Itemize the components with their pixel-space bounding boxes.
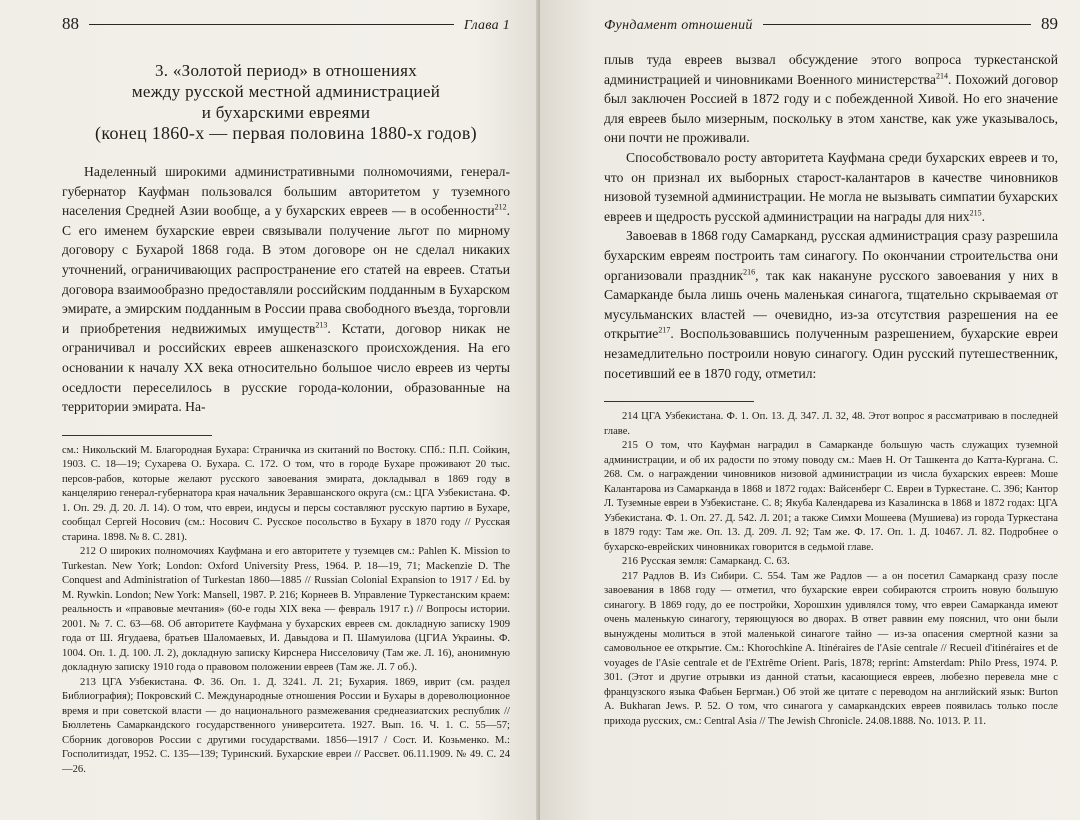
footnote-separator: [604, 401, 754, 402]
footnote: см.: Никольский М. Благородная Бухара: Страничка из скитаний по Востоку. СПб.: П.П. Сойкин, 1903. С. 18—19; Сухарева О. Бухара. С. 172. О том, что в городе Бухаре проживают 20 тыс. персов-рабов, которые желают русского завоевания эмирата, докладывал в 1869 году в канцелярию генерал-губернатора края начальник Зеравшанского округа (см.: ЦГА Узбекистана. Ф. 1. Оп. 29. Д. 20. Л. 14). О том, что евреи, индусы и персы составляют русскую партию в Бухаре, сообщал Сергей Носович (см.: Носович С. Русское посольство в Бухару в 1870 году // Русская старина. 1898. № 8. С. 281).: [62, 444, 510, 543]
footnote: 216 Русская земля: Самарканд. С. 63.: [622, 556, 790, 568]
text-run: Наделенный широкими административными полномочиями, генерал-губернатор Кауфман пользовался большим авторитетом у туземного населения Средней Азии вообще, а у бухарских евреев — в особенности: [62, 164, 510, 219]
paragraph: [604, 50, 1058, 148]
left-page-number: 88: [62, 14, 79, 33]
text-run: . Похожий договор был заключен Россией в 1872 году и с побежденной Хивой. Но его значение для евреев было мизерным, поскольку в этом ханстве, как уже указывалось, они почти не проживали.: [604, 71, 1058, 146]
header-rule: [89, 24, 454, 25]
text-run: . С его именем бухарские евреи связывали получение льгот по мирному договору с Бухарой 1868 года. В этом договоре он не сделал никаких уточнений, ограничивающих распространение его статей на евреев. Статьи договора взаимообразно предоставляли российским подданным в Бухарском эмирате, а эмирским подданным в России права свободного въезда, торговли и приобретения недвижимых имуществ: [62, 203, 510, 336]
chapter-label: Глава 1: [463, 18, 510, 33]
text-run: Способствовало росту авторитета Кауфмана среди бухарских евреев и то, что он признал их выборных старост-калантаров в качестве чиновников низовой туземной администрации. Не могла не вызывать симпатии бухарских евреев и щедрость русской администрации на награды для них: [604, 149, 1058, 224]
footnote: 213 ЦГА Узбекистана. Ф. 36. Оп. 1. Д. 3241. Л. 21; Бухария. 1869, иврит (см. раздел Библиография); Покровский С. Международные отношения России и Бухары в дореволюционное время и при советской власти — до национального размежевания среднеазиатских республик // Бюллетень Самаркандского государственного университета. 1927. Вып. 16. Ч. 1. С. 55—57; Сборник договоров России с другими государствами. 1856—1917 / Сост. И. Козьменко. М.: Госполитиздат, 1952. С. 135—139; Туринский. Бухарские евреи // Рассвет. 06.11.1909. № 49. С. 24—26.: [62, 676, 510, 775]
text-run: . Кстати, договор никак не ограничивал и российских евреев ашкеназского происхождения. На его основании к началу XX века относительно большое число евреев из черты оседлости переселилось в русские города-колонии, образованные на территории эмирата. На-: [62, 320, 511, 415]
footnote-ref: 212: [494, 202, 507, 212]
text-run: Завоевав в 1868 году Самарканд, русская администрация сразу разрешила бухарским евреям построить там синагогу. По окончании строительства они организовали праздник: [604, 228, 1058, 283]
header-rule: [763, 24, 1031, 25]
text-run: .: [981, 208, 985, 224]
footnote-ref: 213: [315, 320, 328, 330]
left-body-text: [62, 162, 510, 417]
section-title: [62, 60, 510, 144]
paragraph: [62, 162, 510, 417]
text-run: . Воспользовавшись полученным разрешением, бухарские евреи незамедлительно построили новую синагогу. Один русский путешественник, посетивший ее в 1870 году, отметил:: [604, 326, 1058, 381]
paragraph: [604, 226, 1058, 383]
left-footnotes: [62, 444, 510, 778]
footnote: 214 ЦГА Узбекистана. Ф. 1. Оп. 13. Д. 347. Л. 32, 48. Этот вопрос я рассматриваю в последней главе.: [604, 411, 1058, 437]
footnote: 217 Радлов В. Из Сибири. С. 554. Там же Радлов — а он посетил Самарканд сразу после завоевания в 1868 году — отметил, что бухарские евреи собираются строить новую большую синагогу. В 1869 году, до ее постройки, Хорошхин удивлялся тому, что евреи Самарканда имеют очень маленькую синагогу, теряющуюся во дворах. В ответ раввин ему пояснил, что они были вынуждены молиться в этой маленькой синагоге тайно — из-за опасения смертной казни за самовольное ее открытие. См.: Khorochkine A. Itinéraires de l'Asie centrale // Recueil d'itinéraires et de voyages de l'Asie centrale et de l'Extrême Orient. Paris, 1878; reprint: Amsterdam: Philo Press, 1974. P. 301. (Этот и другие отрывки из данной статьи, касающиеся евреев, любезно перевела мне с французского языка Фабьен Бергман.) Об этой же цитате с переводом на английский язык: Burton A. Bukharan Jews. P. 52. О том, что синагога у самаркандских евреев появилась только после прихода русских, см.: Central Asia // The Jewish Chronicle. 24.08.1888. No. 1013. P. 11.: [604, 570, 1058, 727]
right-page-number: 89: [1041, 14, 1058, 33]
running-head-title: Фундамент отношений: [604, 18, 753, 33]
right-body-text: [604, 50, 1058, 383]
paragraph: [604, 148, 1058, 226]
title-line: между русской местной администрацией: [131, 82, 441, 101]
footnote: 215 О том, что Кауфман наградил в Самарканде большую часть служащих туземной администрации, и об их радости по этому поводу см.: Маев Н. От Ташкента до Катта-Кургана. С. 268. См. о награждении чиновников низовой администрации из числа бухарских евреев: Моше Калантарова из Самарканда в 1868 и 1872 годах: Вайсенберг С. Евреи в Туркестане. С. 396; Кантор Л. Туземные евреи в Узбекистане. С. 8; Якуба Календарева из Казалинска в 1868 и 1872 годах: ЦГА Узбекистана. Ф. 1. Оп. 27. Д. 542. Л. 201; а также Симхи Мошеева (Мушиева) из города Туркестана в 1879 году: Там же. Оп. 13. Д. 209. Л. 92; Там же. Ф. 17. Оп. 1. Д. 10467. Л. 82. Подробнее о бухарско-еврейских чиновниках говорится в седьмой главе.: [604, 440, 1058, 553]
left-running-head: [62, 14, 510, 36]
footnote-ref: 215: [969, 208, 982, 218]
title-line: 3. «Золотой период» в отношениях: [154, 61, 418, 80]
footnote-ref: 214: [935, 71, 948, 81]
text-run: плыв туда евреев вызвал обсуждение этого вопроса туркестанской администрацией и чиновниками Военного министерства: [604, 52, 1058, 87]
title-line: (конец 1860-х — первая половина 1880-х годов): [95, 123, 477, 143]
footnote-ref: 217: [658, 325, 671, 335]
right-page: [540, 0, 1080, 820]
footnote-separator: [62, 435, 212, 436]
footnote-ref: 216: [743, 267, 756, 276]
text-run: , так как накануне русского завоевания у них в Самарканде была лишь очень маленькая синагога, тщательно скрываемая от мусульманских властей — очевидно, из-за отсутствия разрешения на ее открытие: [604, 267, 1058, 342]
right-running-head: [604, 14, 1058, 36]
footnote: 212 О широких полномочиях Кауфмана и его авторитете у туземцев см.: Pahlen K. Mission to Turkestan. New York; London: Oxford University Press, 1964. P. 18—19, 71; Mackenzie D. The Conquest and Administration of Turkestan 1860—1885 // Russian Colonial Expansion to 1917 / Ed. by M. Rywkin. London; New York: Mansell, 1987. P. 216; Корнеев В. Управление Туркестанским краем: реальность и «правовые мечтания» (60-е годы XIX века — февраль 1917 г.) // Вопросы истории. 2001. № 7. С. 63—68. Об авторитете Кауфмана у бухарских евреев см. докладную записку 1909 года от Ш. Ягудаева, братьев Шаломаевых, И. Давыдова и П. Шамуилова (ЦГИА Украины. Ф. 1004. Оп. 1. Д. 100. Л. 2), докладную записку Кирснера Нисселовичу (Там же. Л. 16), анонимную докладную записку 1910 года о правовом положении евреев (Там же. Л. 7 об.).: [62, 546, 510, 674]
right-footnotes: [604, 410, 1058, 729]
title-line: и бухарскими евреями: [201, 103, 371, 122]
